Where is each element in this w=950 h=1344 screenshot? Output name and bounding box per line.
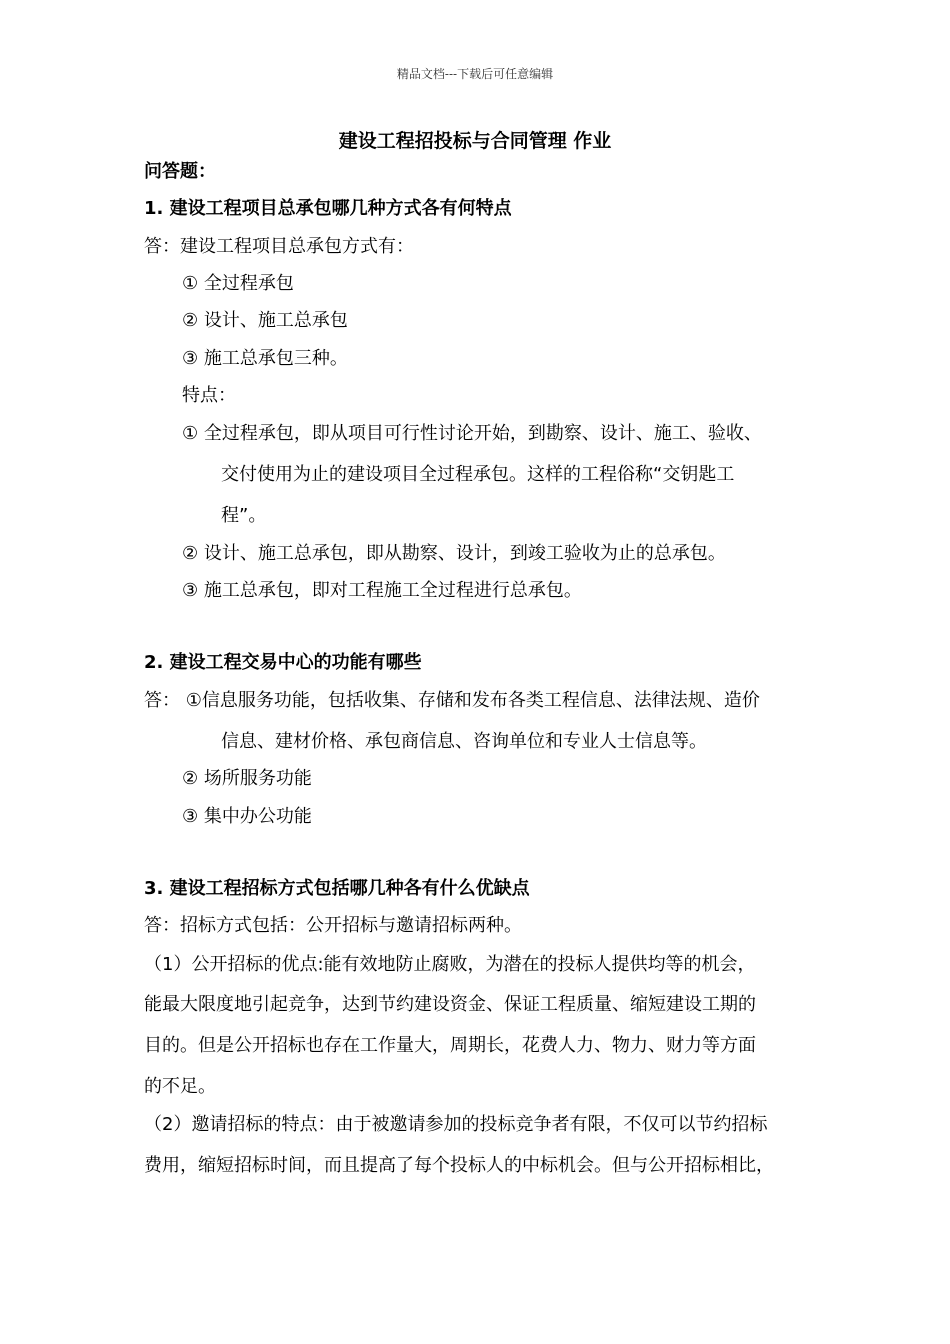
q3-question: 3. 建设工程招标方式包括哪几种各有什么优缺点 (144, 878, 530, 899)
q3-body-line: 目的。但是公开招标也存在工作量大，周期长，花费人力、物力、财力等方面 (144, 1035, 756, 1056)
q1-features-label: 特点： (182, 385, 236, 406)
q3-body-line: 费用，缩短招标时间，而且提高了每个投标人的中标机会。但与公开招标相比， (144, 1155, 774, 1176)
q1-item: ① 全过程承包 (182, 273, 294, 294)
q3-body-line: 能最大限度地引起竞争，达到节约建设资金、保证工程质量、缩短建设工期的 (144, 994, 756, 1015)
q3-body-line: 的不足。 (144, 1076, 216, 1097)
q3-body-line: （2）邀请招标的特点：由于被邀请参加的投标竞争者有限，不仅可以节约招标 (144, 1114, 768, 1135)
q1-feature-line: ① 全过程承包，即从项目可行性讨论开始，到勘察、设计、施工、验收、 (182, 423, 762, 444)
q1-item: ③ 施工总承包三种。 (182, 348, 348, 369)
q1-feature-line: ③ 施工总承包，即对工程施工全过程进行总承包。 (182, 580, 582, 601)
page-header: 精品文档---下载后可任意编辑 (396, 67, 554, 81)
q1-answer-intro: 答：建设工程项目总承包方式有： (144, 236, 414, 257)
q2-item: ③ 集中办公功能 (182, 806, 312, 827)
q2-question: 2. 建设工程交易中心的功能有哪些 (144, 652, 422, 673)
section-heading: 问答题： (144, 161, 216, 182)
q3-answer-intro: 答：招标方式包括：公开招标与邀请招标两种。 (144, 915, 522, 936)
q2-answer-line: 信息、建材价格、承包商信息、咨询单位和专业人士信息等。 (221, 731, 707, 752)
q1-feature-line: 程”。 (221, 505, 267, 526)
document-title: 建设工程招投标与合同管理 作业 (338, 130, 612, 152)
q1-feature-line: ② 设计、施工总承包，即从勘察、设计，到竣工验收为止的总承包。 (182, 543, 726, 564)
q2-answer-line: 答： ①信息服务功能，包括收集、存储和发布各类工程信息、法律法规、造价 (144, 690, 760, 711)
q1-feature-line: 交付使用为止的建设项目全过程承包。这样的工程俗称“交钥匙工 (221, 464, 735, 485)
q3-body-line: （1）公开招标的优点:能有效地防止腐败，为潜在的投标人提供均等的机会， (144, 954, 756, 975)
q2-item: ② 场所服务功能 (182, 768, 312, 789)
q1-question: 1. 建设工程项目总承包哪几种方式各有何特点 (144, 198, 512, 219)
q1-item: ② 设计、施工总承包 (182, 310, 348, 331)
